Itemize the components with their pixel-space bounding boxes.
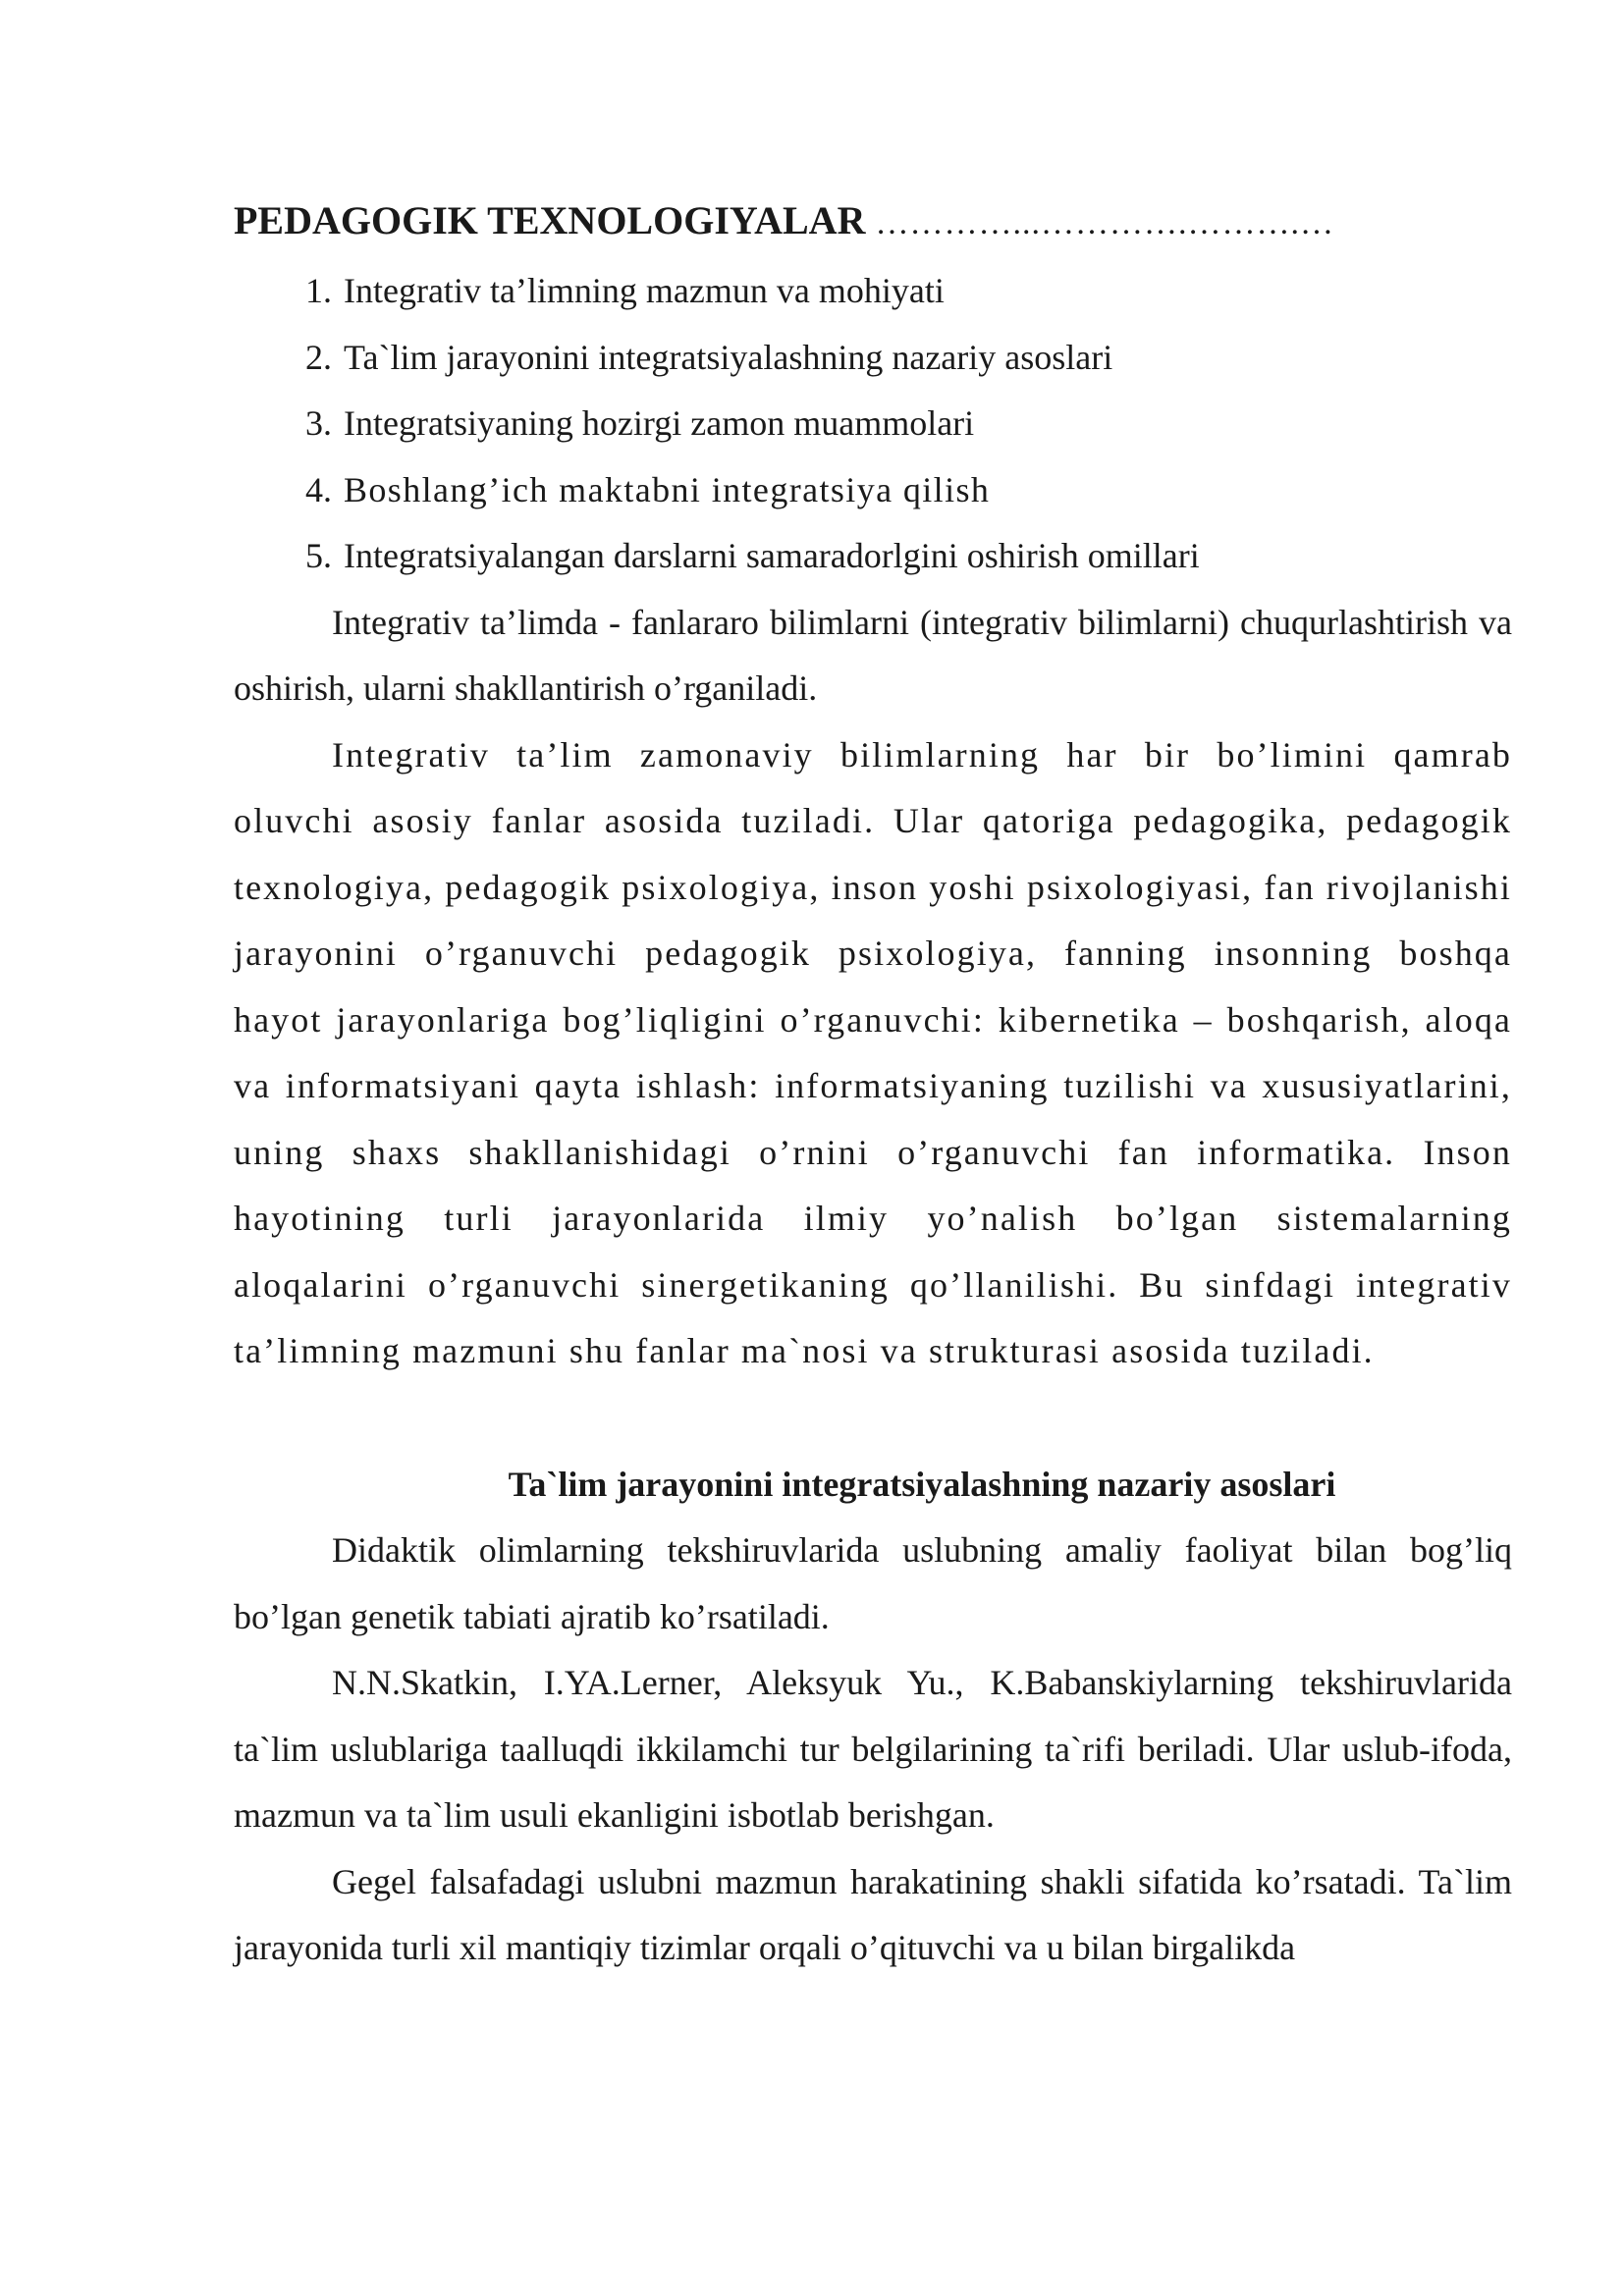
toc-item-number: 2.: [305, 337, 332, 377]
toc-item-label: Integratsiyalangan darslarni samaradorlgini oshirish omillari: [344, 536, 1200, 575]
document-page: [234, 187, 1512, 1982]
toc-item-number: 1.: [305, 271, 332, 310]
section-title: Ta`lim jarayonini integratsiyalashning nazariy asoslari: [508, 1464, 1336, 1504]
toc-item-label: Integrativ ta’limning mazmun va mohiyati: [344, 271, 945, 310]
section-paragraph: N.N.Skatkin, I.YA.Lerner, Aleksyuk Yu., K.Babanskiylarning tekshiruvlarida ta`lim uslublariga taalluqdi ikkilamchi tur belgilarining ta`rifi beriladi. Ular uslub-ifoda, mazmun va ta`lim usuli ekanligini isbotlab berishgan.: [234, 1663, 1512, 1835]
toc-item-number: 3.: [305, 403, 332, 443]
toc-item: [234, 457, 1512, 524]
heading-leader-dots: …………...………….……….…: [875, 205, 1334, 241]
toc-item-label: Ta`lim jarayonini integratsiyalashning nazariy asoslari: [344, 337, 1113, 377]
toc-item-label: Boshlang’ich maktabni integratsiya qilish: [344, 469, 991, 509]
toc-item: [234, 523, 1512, 590]
section-paragraph: Gegel falsafadagi uslubni mazmun harakatining shakli sifatida ko’rsatadi. Ta`lim jarayonida turli xil mantiqiy tizimlar orqali o’qituvchi va u bilan birgalikda: [234, 1861, 1512, 1967]
toc-item: [234, 325, 1512, 392]
body-paragraph: Integrativ ta’lim zamonaviy bilimlarning har bir bo’limini qamrab oluvchi asosiy fanlar asosida tuziladi. Ular qatoriga pedagogika, pedagogik texnologiya, pedagogik psixologiya, inson yoshi psixologiyasi, fan rivojlanishi jarayonini o’rganuvchi pedagogik psixologiya, fanning insonning boshqa hayot jarayonlariga bog’liqligini o’rganuvchi: kibernetika – boshqarish, aloqa va informatsiyani qayta ishlash: informatsiyaning tuzilishi va xususiyatlarini, uning shaxs shakllanishidagi o’rnini o’rganuvchi fan informatika. Inson hayotining turli jarayonlarida ilmiy yo’nalish bo’lgan sistemalarning aloqalarini o’rganuvchi sinergetikaning qo’llanilishi. Bu sinfdagi integrativ ta’limning mazmuni shu fanlar ma`nosi va strukturasi asosida tuziladi.: [234, 734, 1512, 1370]
section-paragraph: Didaktik olimlarning tekshiruvlarida uslubning amaliy faoliyat bilan bog’liq bo’lgan genetik tabiati ajratib ko’rsatiladi.: [234, 1530, 1512, 1636]
document-heading: [234, 187, 1512, 258]
table-of-contents: [234, 258, 1512, 590]
body-paragraph: Integrativ ta’limda - fanlararo bilimlarni (integrativ bilimlarni) chuqurlashtirish va oshirish, ularni shakllantirish o’rganiladi.: [234, 602, 1512, 708]
heading-text: PEDAGOGIK TEXNOLOGIYALAR: [234, 198, 866, 242]
toc-item-number: 5.: [305, 536, 332, 575]
toc-item-number: 4.: [305, 469, 332, 509]
toc-item: [234, 258, 1512, 325]
toc-item: [234, 391, 1512, 457]
section-spacer: [234, 1385, 1512, 1452]
toc-item-label: Integratsiyaning hozirgi zamon muammolari: [344, 403, 975, 443]
